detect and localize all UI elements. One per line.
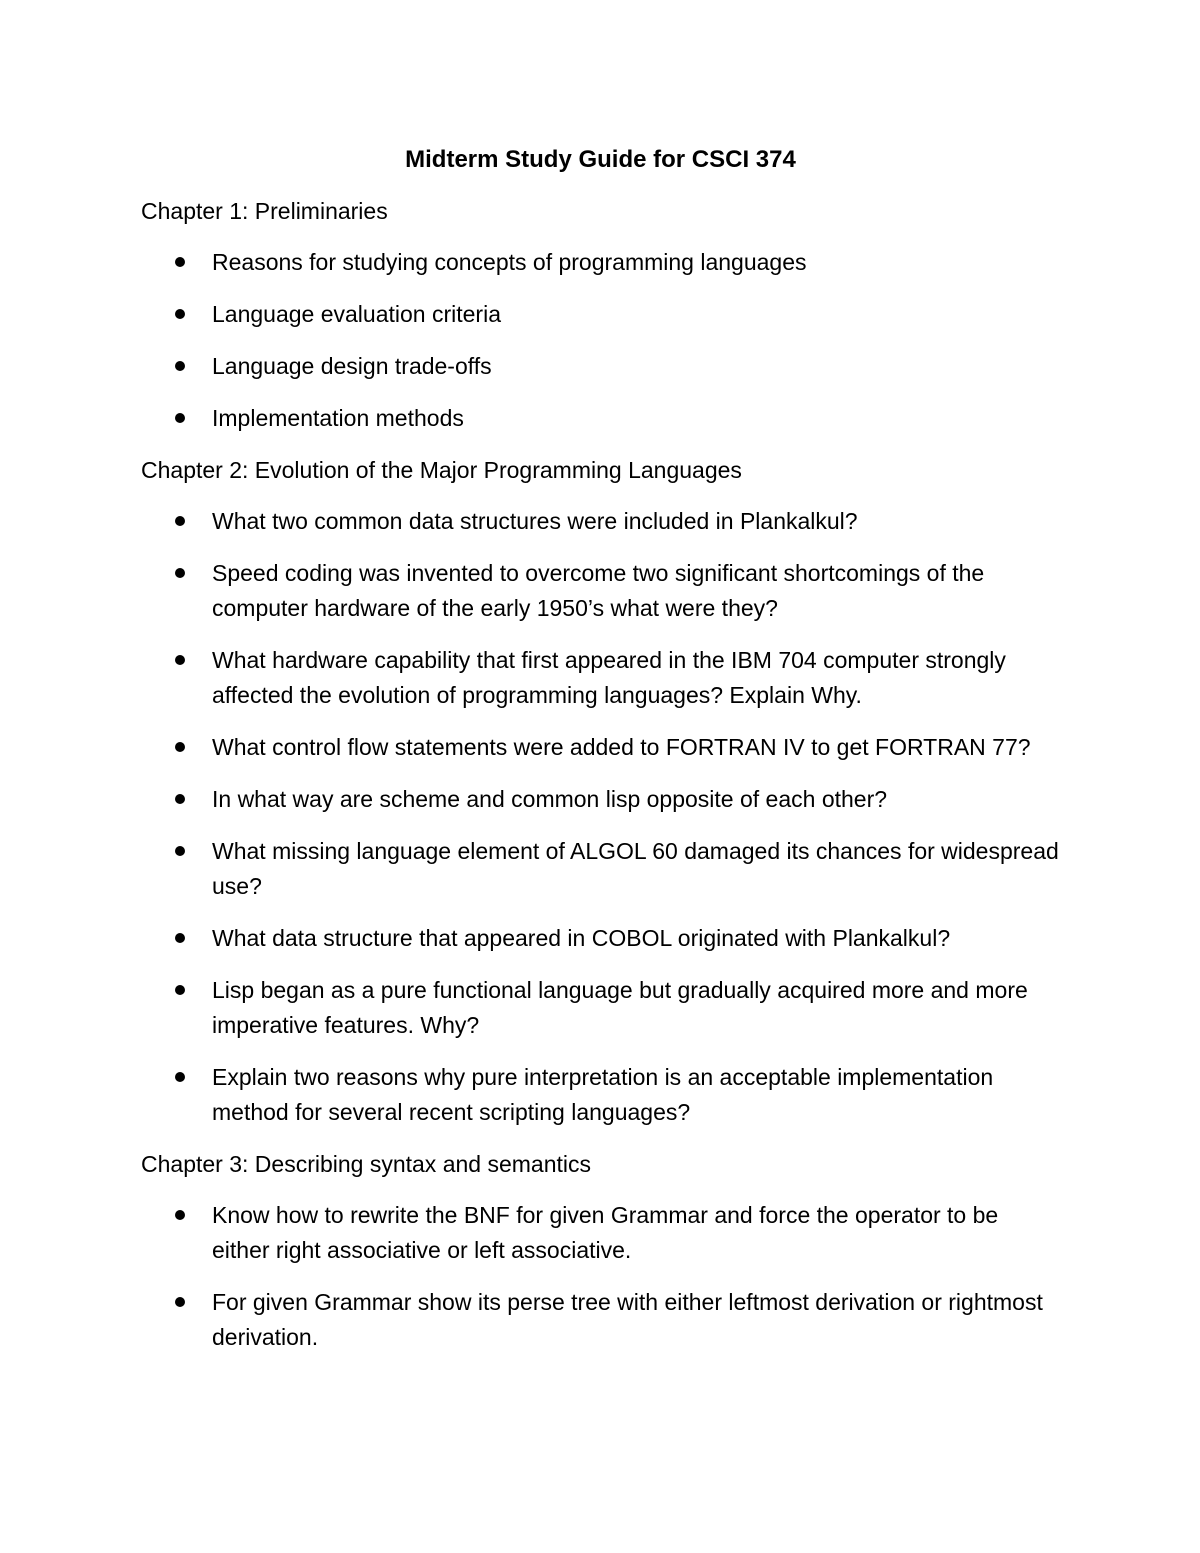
list-item (141, 1060, 1060, 1130)
list-item (141, 1285, 1060, 1355)
chapter-1-heading: Chapter 1: Preliminaries (141, 198, 388, 224)
document-title: Midterm Study Guide for CSCI 374 (405, 146, 796, 173)
bullet-icon (175, 794, 185, 804)
bullet-icon (175, 516, 185, 526)
list-item (141, 349, 1060, 384)
list-item-text: What data structure that appeared in COBOL originated with Plankalkul? (212, 925, 951, 951)
bullet-icon (175, 655, 185, 665)
bullet-icon (175, 413, 185, 423)
list-item-text: Reasons for studying concepts of programming languages (212, 249, 807, 275)
bullet-icon (175, 933, 185, 943)
list-item-text: Implementation methods (212, 405, 464, 431)
bullet-icon (175, 1297, 185, 1307)
bullet-icon (175, 568, 185, 578)
list-item (141, 1198, 1060, 1268)
list-item-text: Know how to rewrite the BNF for given Grammar and force the operator to be either right associative or left associative. (212, 1202, 999, 1263)
chapter-3-heading: Chapter 3: Describing syntax and semantics (141, 1151, 591, 1177)
list-item-text: Lisp began as a pure functional language but gradually acquired more and more imperative features. Why? (212, 977, 1028, 1038)
list-item (141, 245, 1060, 280)
list-item (141, 782, 1060, 817)
list-item-text: Explain two reasons why pure interpretation is an acceptable implementation method for several recent scripting languages? (212, 1064, 994, 1125)
chapter-2-list (141, 504, 1060, 1130)
bullet-icon (175, 309, 185, 319)
list-item (141, 401, 1060, 436)
list-item (141, 643, 1060, 713)
list-item-text: In what way are scheme and common lisp opposite of each other? (212, 786, 888, 812)
bullet-icon (175, 1210, 185, 1220)
chapter-1-list (141, 245, 1060, 436)
list-item (141, 730, 1060, 765)
list-item (141, 834, 1060, 904)
bullet-icon (175, 361, 185, 371)
list-item-text: What two common data structures were included in Plankalkul? (212, 508, 858, 534)
list-item (141, 973, 1060, 1043)
list-item (141, 556, 1060, 626)
bullet-icon (175, 742, 185, 752)
list-item-text: For given Grammar show its perse tree with either leftmost derivation or rightmost derivation. (212, 1289, 1043, 1350)
list-item-text: Language evaluation criteria (212, 301, 501, 327)
list-item (141, 297, 1060, 332)
list-item (141, 504, 1060, 539)
list-item-text: Language design trade-offs (212, 353, 492, 379)
chapter-3-list (141, 1198, 1060, 1355)
list-item-text: Speed coding was invented to overcome two significant shortcomings of the computer hardware of the early 1950’s what were they? (212, 560, 985, 621)
list-item-text: What hardware capability that first appeared in the IBM 704 computer strongly affected the evolution of programming languages? Explain Why. (212, 647, 1006, 708)
list-item-text: What missing language element of ALGOL 60 damaged its chances for widespread use? (212, 838, 1059, 899)
list-item (141, 921, 1060, 956)
list-item-text: What control flow statements were added to FORTRAN IV to get FORTRAN 77? (212, 734, 1031, 760)
bullet-icon (175, 1072, 185, 1082)
chapter-2-heading: Chapter 2: Evolution of the Major Programming Languages (141, 457, 742, 483)
bullet-icon (175, 985, 185, 995)
bullet-icon (175, 257, 185, 267)
bullet-icon (175, 846, 185, 856)
